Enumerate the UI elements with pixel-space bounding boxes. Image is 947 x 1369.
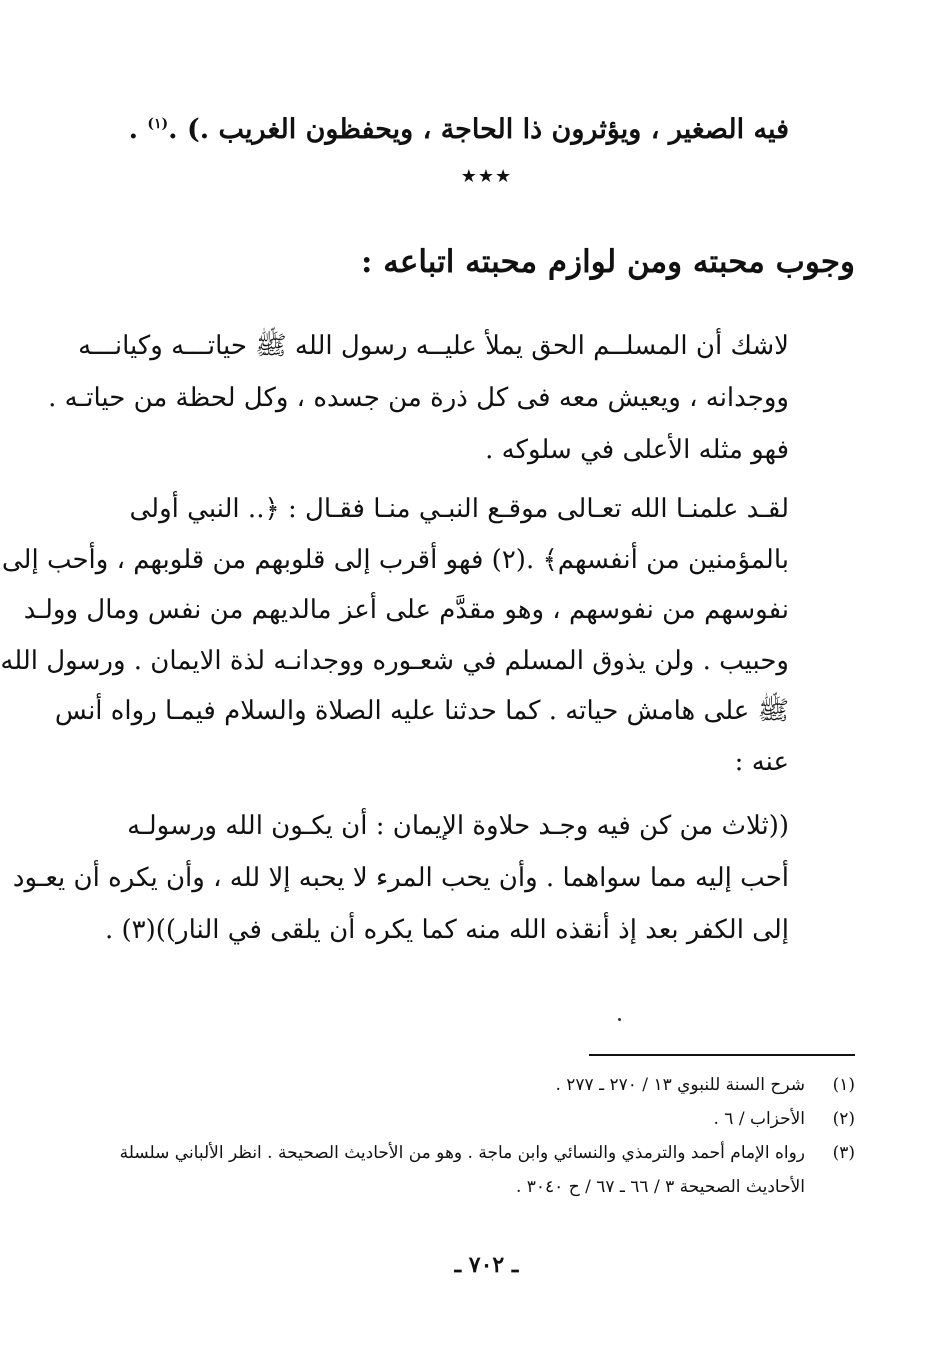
footnote-ref-1[interactable]: (١) [147, 116, 169, 132]
paragraph-line: أحب إليه مما سواهما . وأن يحب المرء لا يحبه إلا لله ، وأن يكره أن يعـود [12, 863, 789, 893]
footnote-divider [589, 1054, 855, 1056]
intro-text: فيه الصغير ، ويؤثرون ذا الحاجة ، ويحفظون الغريب .) . [168, 114, 789, 145]
paragraph-line: عنه : [734, 746, 789, 777]
paragraph-line: إلى الكفر بعد إذ أنقذه الله منه كما يكره أن يلقى في النار))(٣) . [104, 915, 789, 945]
paragraph-line: بالمؤمنين من أنفسهم﴾ .(٢) فهو أقرب إلى قلوبهم من قلوبهم ، وأحب إلى [1, 544, 789, 575]
paragraph-3-hadith [12, 800, 789, 956]
intro-line [109, 114, 789, 145]
intro-end: . [128, 114, 148, 145]
footnote-3-continued [115, 1170, 855, 1204]
paragraph-line: نفوسهم من نفوسهم ، وهو مقدَّم على أعز مالديهم من نفس ومال وولـد [23, 595, 789, 625]
page-number: ـ ٧٠٢ ـ [454, 1252, 519, 1278]
paragraph-line: ((ثلاث من كن فيه وجـد حلاوة الإيمان : أن يكـون الله ورسولـه [127, 811, 789, 841]
scan-speck [618, 1018, 621, 1021]
footnote-text: الأحزاب / ٦ . [713, 1109, 805, 1129]
footnote-text: الأحاديث الصحيحة ٣ / ٦٦ ـ ٦٧ / ح ٣٠٤٠ . [515, 1177, 805, 1197]
footnote-number: (٢) [832, 1109, 855, 1129]
paragraph-line: فهو مثله الأعلى في سلوكه . [485, 435, 789, 465]
paragraph-1 [48, 320, 789, 476]
paragraph-line: وحبيب . ولن يذوق المسلم في شعـوره ووجدانـه لذة الايمان . ورسول الله [0, 645, 789, 676]
footnote-text: رواه الإمام أحمد والترمذي والنسائي وابن ماجة . وهو من الأحاديث الصحيحة . انظر الألباني سلسلة [119, 1143, 805, 1163]
paragraph-line: لاشك أن المسلــم الحق يملأ عليــه رسول الله ﷺ حياتـــه وكيانـــه [78, 331, 789, 361]
footnote-number: (٣) [832, 1143, 855, 1163]
footnote-number [805, 1170, 855, 1204]
paragraph-line: ﷺ على هامش حياته . كما حدثنا عليه الصلاة والسلام فيمـا رواه أنس [54, 696, 789, 726]
paragraph-2 [0, 484, 789, 787]
section-heading: وجوب محبته ومن لوازم محبته اتباعه : [361, 244, 855, 280]
footnote-1 [115, 1068, 855, 1102]
footnotes-section [115, 1068, 855, 1204]
footnote-2 [115, 1102, 855, 1136]
paragraph-line: لقـد علمنـا الله تعـالى موقـع النبـي منـا فقـال : ﴿.. النبي أولى [129, 494, 789, 524]
section-separator: ★★★ [460, 166, 513, 187]
footnote-text: شرح السنة للنبوي ١٣ / ٢٧٠ ـ ٢٧٧ . [555, 1075, 805, 1095]
footnote-3 [115, 1136, 855, 1170]
paragraph-line: ووجدانه ، ويعيش معه فى كل ذرة من جسده ، وكل لحظة من حياتـه . [48, 383, 789, 413]
footnote-number: (١) [832, 1075, 855, 1095]
